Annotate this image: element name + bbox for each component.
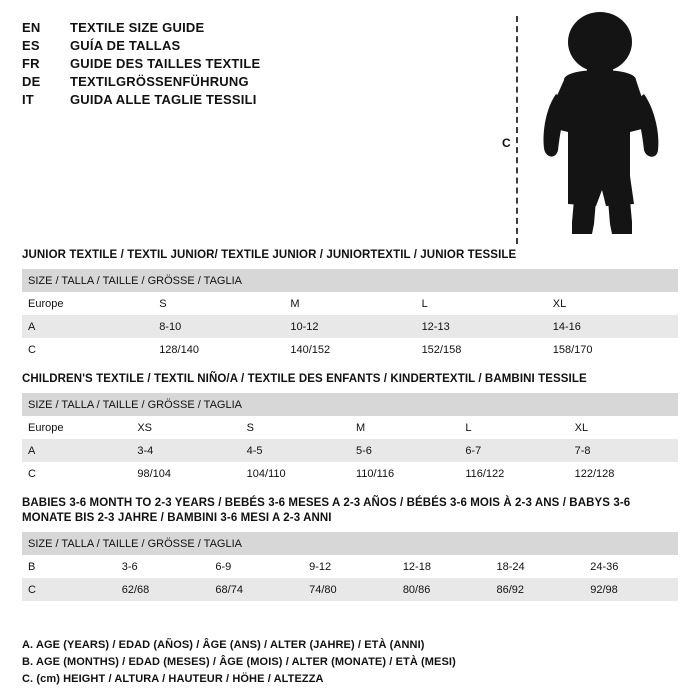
cell: 6-7 — [459, 439, 568, 462]
title-row — [22, 20, 422, 35]
cell: 86/92 — [491, 578, 585, 601]
cell: 8-10 — [153, 315, 284, 338]
section-junior — [22, 248, 678, 361]
cell: 116/122 — [459, 462, 568, 485]
table-row — [22, 439, 678, 462]
junior-size-table — [22, 269, 678, 361]
row-label: C — [22, 462, 131, 485]
cell: 158/170 — [547, 338, 678, 361]
title-de: TEXTILGRÖSSENFÜHRUNG — [70, 74, 249, 89]
cell: XS — [131, 416, 240, 439]
cell: 3-4 — [131, 439, 240, 462]
lang-code-en: EN — [22, 20, 41, 35]
section-title: BABIES 3-6 MONTH TO 2-3 YEARS / BEBÉS 3-6 MESES A 2-3 AÑOS / BÉBÉS 3-6 MOIS À 2-3 ANS / BABYS 3-6 MONATE BIS 2-3 JAHRE / BAMBINI 3-6 MESI A 2-3 ANNI — [22, 497, 631, 524]
title-row — [22, 74, 422, 89]
cell: 3-6 — [116, 555, 210, 578]
cell: XL — [569, 416, 678, 439]
section-babies — [22, 496, 678, 601]
cell: 68/74 — [209, 578, 303, 601]
cell: 98/104 — [131, 462, 240, 485]
cell: 5-6 — [350, 439, 459, 462]
children-size-table — [22, 393, 678, 485]
footnote-b: B. AGE (MONTHS) / EDAD (MESES) / ÂGE (MOIS) / ALTER (MONATE) / ETÀ (MESI) — [22, 656, 456, 668]
table-row — [22, 292, 678, 315]
cell: 10-12 — [284, 315, 415, 338]
row-label: Europe — [22, 416, 131, 439]
cell: 140/152 — [284, 338, 415, 361]
lang-code-it: IT — [22, 92, 34, 107]
cell: S — [241, 416, 350, 439]
cell: 128/140 — [153, 338, 284, 361]
row-label: Europe — [22, 292, 153, 315]
cell: 122/128 — [569, 462, 678, 485]
table-row — [22, 578, 678, 601]
lang-code-es: ES — [22, 38, 40, 53]
title-en: TEXTILE SIZE GUIDE — [70, 20, 205, 35]
cell: L — [416, 292, 547, 315]
table-head-label: SIZE / TALLA / TAILLE / GRÖSSE / TAGLIA — [22, 532, 678, 555]
cell: S — [153, 292, 284, 315]
cell: 12-18 — [397, 555, 491, 578]
child-silhouette-icon — [534, 8, 674, 245]
cell: M — [350, 416, 459, 439]
cell: 14-16 — [547, 315, 678, 338]
row-label: A — [22, 439, 131, 462]
cell: 104/110 — [241, 462, 350, 485]
table-head-label: SIZE / TALLA / TAILLE / GRÖSSE / TAGLIA — [22, 269, 678, 292]
table-row — [22, 462, 678, 485]
title-it: GUIDA ALLE TAGLIE TESSILI — [70, 92, 257, 107]
table-row — [22, 555, 678, 578]
height-measure-label: C — [502, 136, 511, 150]
cell: 92/98 — [584, 578, 678, 601]
title-row — [22, 92, 422, 107]
cell: 24-36 — [584, 555, 678, 578]
cell: 152/158 — [416, 338, 547, 361]
title-block — [22, 20, 422, 110]
cell: 62/68 — [116, 578, 210, 601]
section-title: JUNIOR TEXTILE / TEXTIL JUNIOR/ TEXTILE JUNIOR / JUNIORTEXTIL / JUNIOR TESSILE — [22, 249, 517, 261]
row-label: C — [22, 578, 116, 601]
figure-area — [502, 8, 682, 248]
row-label: A — [22, 315, 153, 338]
table-row — [22, 338, 678, 361]
table-head-row — [22, 532, 678, 555]
table-head-row — [22, 269, 678, 292]
table-row — [22, 416, 678, 439]
section-children — [22, 372, 678, 485]
height-measure-line — [516, 16, 518, 244]
table-head-label: SIZE / TALLA / TAILLE / GRÖSSE / TAGLIA — [22, 393, 678, 416]
title-fr: GUIDE DES TAILLES TEXTILE — [70, 56, 261, 71]
table-head-row — [22, 393, 678, 416]
footnote-c: C. (cm) HEIGHT / ALTURA / HAUTEUR / HÖHE / ALTEZZA — [22, 673, 324, 685]
cell: 6-9 — [209, 555, 303, 578]
lang-code-de: DE — [22, 74, 41, 89]
row-label: C — [22, 338, 153, 361]
lang-code-fr: FR — [22, 56, 40, 71]
title-es: GUÍA DE TALLAS — [70, 38, 181, 53]
cell: 110/116 — [350, 462, 459, 485]
cell: 80/86 — [397, 578, 491, 601]
row-label: B — [22, 555, 116, 578]
table-row — [22, 315, 678, 338]
cell: 74/80 — [303, 578, 397, 601]
title-row — [22, 56, 422, 71]
cell: 18-24 — [491, 555, 585, 578]
footnote-a: A. AGE (YEARS) / EDAD (AÑOS) / ÂGE (ANS) / ALTER (JAHRE) / ETÀ (ANNI) — [22, 639, 425, 651]
title-row — [22, 38, 422, 53]
cell: 9-12 — [303, 555, 397, 578]
cell: M — [284, 292, 415, 315]
cell: 4-5 — [241, 439, 350, 462]
cell: 7-8 — [569, 439, 678, 462]
cell: XL — [547, 292, 678, 315]
cell: L — [459, 416, 568, 439]
footnotes — [22, 637, 682, 688]
section-title: CHILDREN'S TEXTILE / TEXTIL NIÑO/A / TEXTILE DES ENFANTS / KINDERTEXTIL / BAMBINI TESSILE — [22, 373, 587, 385]
cell: 12-13 — [416, 315, 547, 338]
babies-size-table — [22, 532, 678, 601]
